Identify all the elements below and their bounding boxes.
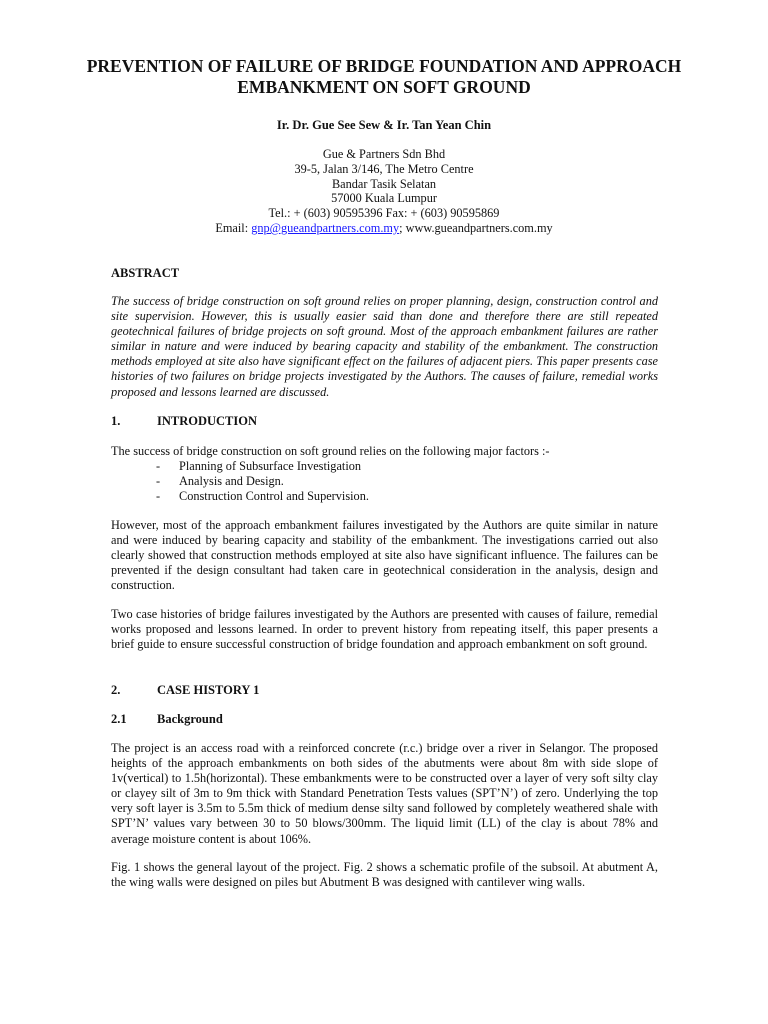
body-paragraph: The project is an access road with a reinforced concrete (r.c.) bridge over a river in Selangor. The proposed heights of the approach embankments on both sides of the abutments were about 8m with side slope of 1v(vertical) to 1.5h(horizontal). These embankments were to be constructed over a layer of very soft silty clay or clayey silt of 3m to 9m thick with Standard Penetration Tests values (SPT’N’) of zero. Underlying the top very soft layer is 3.5m to 5.5m thick of medium dense silty sand followed by completely weathered shale with SPT’N’ values vary between 30 to 50 blows/300mm. The liquid limit (LL) of the clay is about 78% and average moisture content is about 106%. [111, 741, 658, 846]
address-line: Bandar Tasik Selatan [331, 176, 437, 191]
list-item: - Construction Control and Supervision. [156, 488, 369, 503]
paper-title: PREVENTION OF FAILURE OF BRIDGE FOUNDATION AND APPROACH EMBANKMENT ON SOFT GROUND [86, 56, 682, 97]
company-name: Gue & Partners Sdn Bhd [322, 147, 446, 161]
body-paragraph: Two case histories of bridge failures investigated by the Authors are presented with causes of failure, remedial works proposed and lessons learned. In order to prevent history from repeating itself, this paper presents a brief guide to ensure successful construction of bridge foundation and approach embankment on soft ground. [111, 607, 658, 652]
section-title: INTRODUCTION [157, 414, 258, 428]
section-number: 2. [111, 683, 121, 697]
abstract-heading: ABSTRACT [111, 266, 180, 280]
address-line: 39-5, Jalan 3/146, The Metro Centre [294, 161, 474, 176]
subsection-number: 2.1 [111, 712, 127, 726]
body-paragraph: Fig. 1 shows the general layout of the project. Fig. 2 shows a schematic profile of the subsoil. At abutment A, the wing walls were designed on piles but Abutment B was designed with cantilever wing walls. [111, 860, 658, 890]
section-number: 1. [111, 414, 121, 428]
subsection-heading [111, 712, 223, 727]
factor-list [156, 459, 369, 503]
section-title: CASE HISTORY 1 [157, 683, 260, 697]
email-line [60, 221, 708, 236]
subsection-title: Background [157, 712, 223, 726]
phone-fax-line: Tel.: + (603) 90595396 Fax: + (603) 90595869 [268, 206, 500, 221]
intro-lead: The success of bridge construction on soft ground relies on the following major factors :- [111, 444, 550, 458]
body-paragraph: However, most of the approach embankment failures investigated by the Authors are quite similar in nature and were induced by bearing capacity and stability of the embankment. The investigations carried out also clearly showed that construction methods employed at site also have significant influence. The failures can be prevented if the design consultant had taken care in geotechnical consideration in the analysis, design and construction. [111, 518, 658, 593]
email-link[interactable]: gnp@gueandpartners.com.my [251, 220, 400, 235]
email-label: Email: [215, 220, 252, 235]
section-heading [111, 683, 259, 698]
address-line: 57000 Kuala Lumpur [331, 191, 437, 206]
list-item: - Planning of Subsurface Investigation [156, 459, 362, 473]
abstract-text: The success of bridge construction on soft ground relies on proper planning, design, construction control and site supervision. However, this is usually easier said than done and therefore there are still repeated geotechnical failures of bridge projects on soft ground. Most of the approach embankment failures are rather similar in nature and were induced by bearing capacity and stability of the embankment. The construction methods employed at site also have significant effect on the failures of adjacent piers. This paper presents case histories of two failures on bridge projects investigated by the Authors. The causes of failure, remedial works proposed and lessons learned are discussed. [111, 294, 658, 399]
list-item: - Analysis and Design. [156, 473, 284, 488]
website-text: ; www.gueandpartners.com.my [399, 220, 553, 235]
section-heading [111, 414, 257, 429]
author-address [60, 147, 708, 236]
author-names: Ir. Dr. Gue See Sew & Ir. Tan Yean Chin [276, 118, 492, 132]
